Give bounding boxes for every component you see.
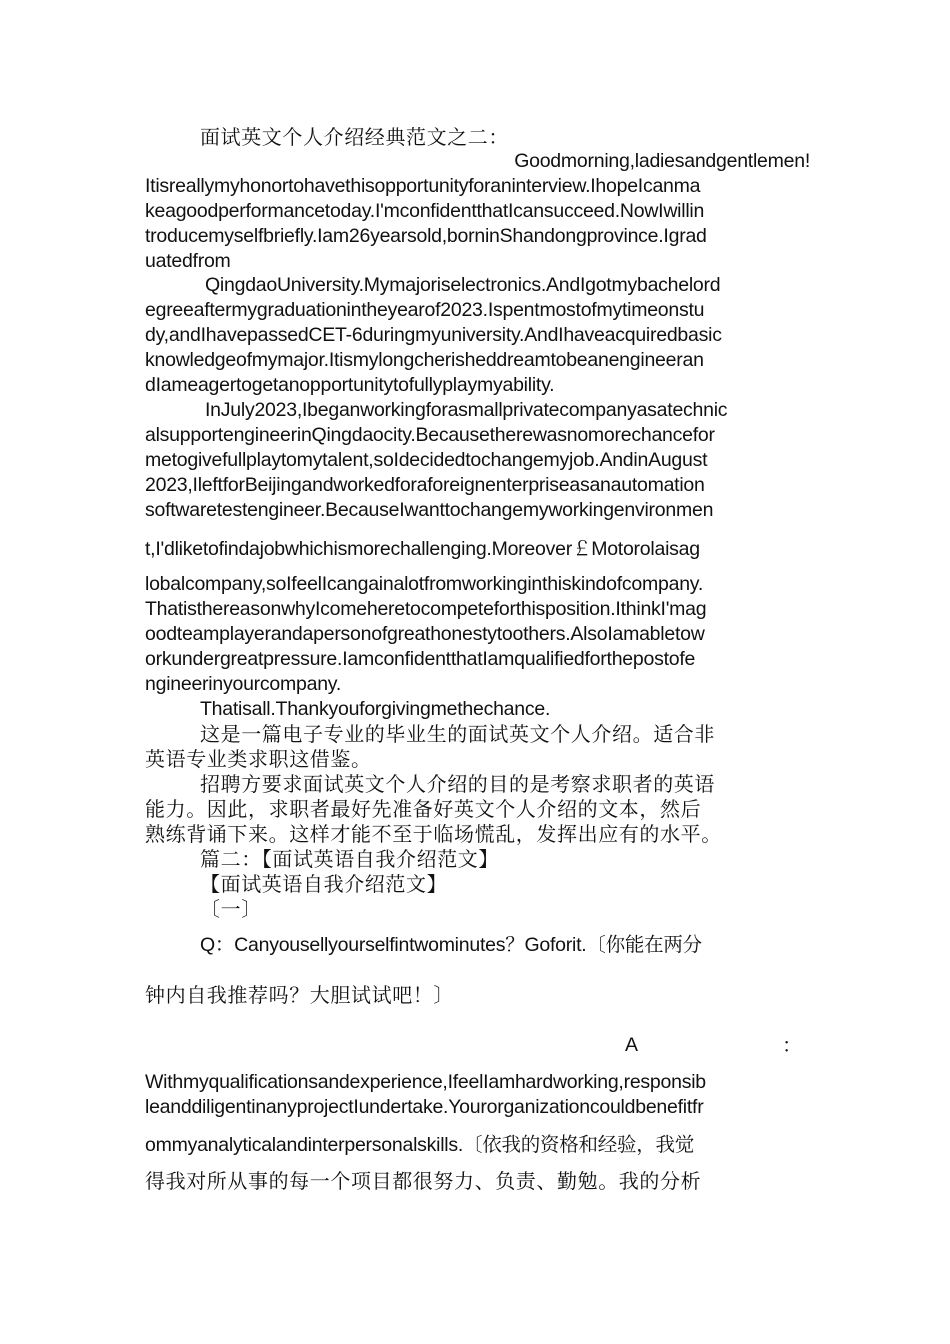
text-line: ThatisthereasonwhyIcomeheretocompeteforthisposition.IthinkI'mag [145, 598, 707, 620]
text-line: metogivefullplaytomytalent,soIdecidedtochangemyjob.AndinAugust [145, 449, 708, 471]
text-line: ngineerinyourcompany. [145, 673, 342, 695]
text-line: 能力。因此，求职者最好先准备好英文个人介绍的文本，然后 [145, 797, 702, 821]
text-line: softwaretestengineer.BecauseIwanttochangemyworkingenvironmen [145, 499, 714, 521]
text-line: dIameagertogetanopportunitytofullyplaymyability. [145, 374, 555, 396]
text-line: 2023,IleftforBeijingandworkedforaforeignenterpriseasanautomation [145, 474, 705, 496]
text-line: t,I'dliketofindajobwhichismorechallenging.Moreover￡Motorolaisag [145, 538, 700, 560]
text-line: 〔一〕 [200, 897, 262, 921]
text-line: 钟内自我推荐吗？大胆试试吧！〕 [145, 983, 454, 1007]
text-line: leanddiligentinanyprojectIundertake.Yourorganizationcouldbenefitfr [145, 1096, 704, 1118]
answer-colon: ： [782, 1033, 803, 1057]
text-line: uatedfrom [145, 250, 231, 272]
text-line: Itisreallymyhonortohavethisopportunityforaninterview.IhopeIcanma [145, 175, 701, 197]
text-line: InJuly2023,Ibeganworkingforasmallprivatecompanyasatechnic [205, 399, 728, 421]
text-line: 英语专业类求职这借鉴。 [145, 747, 372, 771]
section-heading: 面试英文个人介绍经典范文之二： [200, 125, 509, 149]
text-line: 招聘方要求面试英文个人介绍的目的是考察求职者的英语 [200, 772, 715, 796]
section-heading: 篇二：【面试英语自我介绍范文】 [200, 847, 499, 871]
text-line: lobalcompany,soIfeelIcangainalotfromworkinginthiskindofcompany. [145, 573, 704, 595]
text-line: 这是一篇电子专业的毕业生的面试英文个人介绍。适合非 [200, 722, 715, 746]
text-line: Thatisall.Thankyouforgivingmethechance. [200, 698, 551, 720]
text-line: egreeaftermygraduationintheyearof2023.Ispentmostofmytimeonstu [145, 299, 705, 321]
text-line: Goodmorning,ladiesandgentlemen! [514, 150, 810, 172]
text-line: knowledgeofmymajor.Itismylongcherisheddreamtobeanengineeran [145, 349, 704, 371]
text-line: Withmyqualificationsandexperience,IfeelIamhardworking,responsib [145, 1071, 706, 1093]
text-line: oodteamplayerandapersonofgreathonestytoothers.AlsoIamabletow [145, 623, 705, 645]
text-line: ommyanalyticalandinterpersonalskills.〔依我的资格和经验，我觉 [145, 1134, 695, 1156]
text-line: 得我对所从事的每一个项目都很努力、负责、勤勉。我的分析 [145, 1169, 702, 1193]
text-line: troducemyselfbriefly.Iam26yearsold,borninShandongprovince.Igrad [145, 225, 707, 247]
text-line: dy,andIhavepassedCET-6duringmyuniversity.AndIhaveacquiredbasic [145, 324, 722, 346]
text-line: orkundergreatpressure.IamconfidentthatIamqualifiedforthepostofe [145, 648, 696, 670]
text-line: alsupportengineerinQingdaocity.Becausetherewasnomorechancefor [145, 424, 715, 446]
question-line: Q：Canyousellyourselfintwominutes？Goforit.〔你能在两分 [200, 934, 702, 956]
text-line: 熟练背诵下来。这样才能不至于临场慌乱，发挥出应有的水平。 [145, 822, 722, 846]
text-line: QingdaoUniversity.Mymajoriselectronics.AndIgotmybachelord [205, 274, 721, 296]
section-heading: 【面试英语自我介绍范文】 [200, 872, 448, 896]
answer-label: A [625, 1034, 638, 1056]
text-line: keagoodperformancetoday.I'mconfidentthatIcansucceed.NowIwillin [145, 200, 705, 222]
